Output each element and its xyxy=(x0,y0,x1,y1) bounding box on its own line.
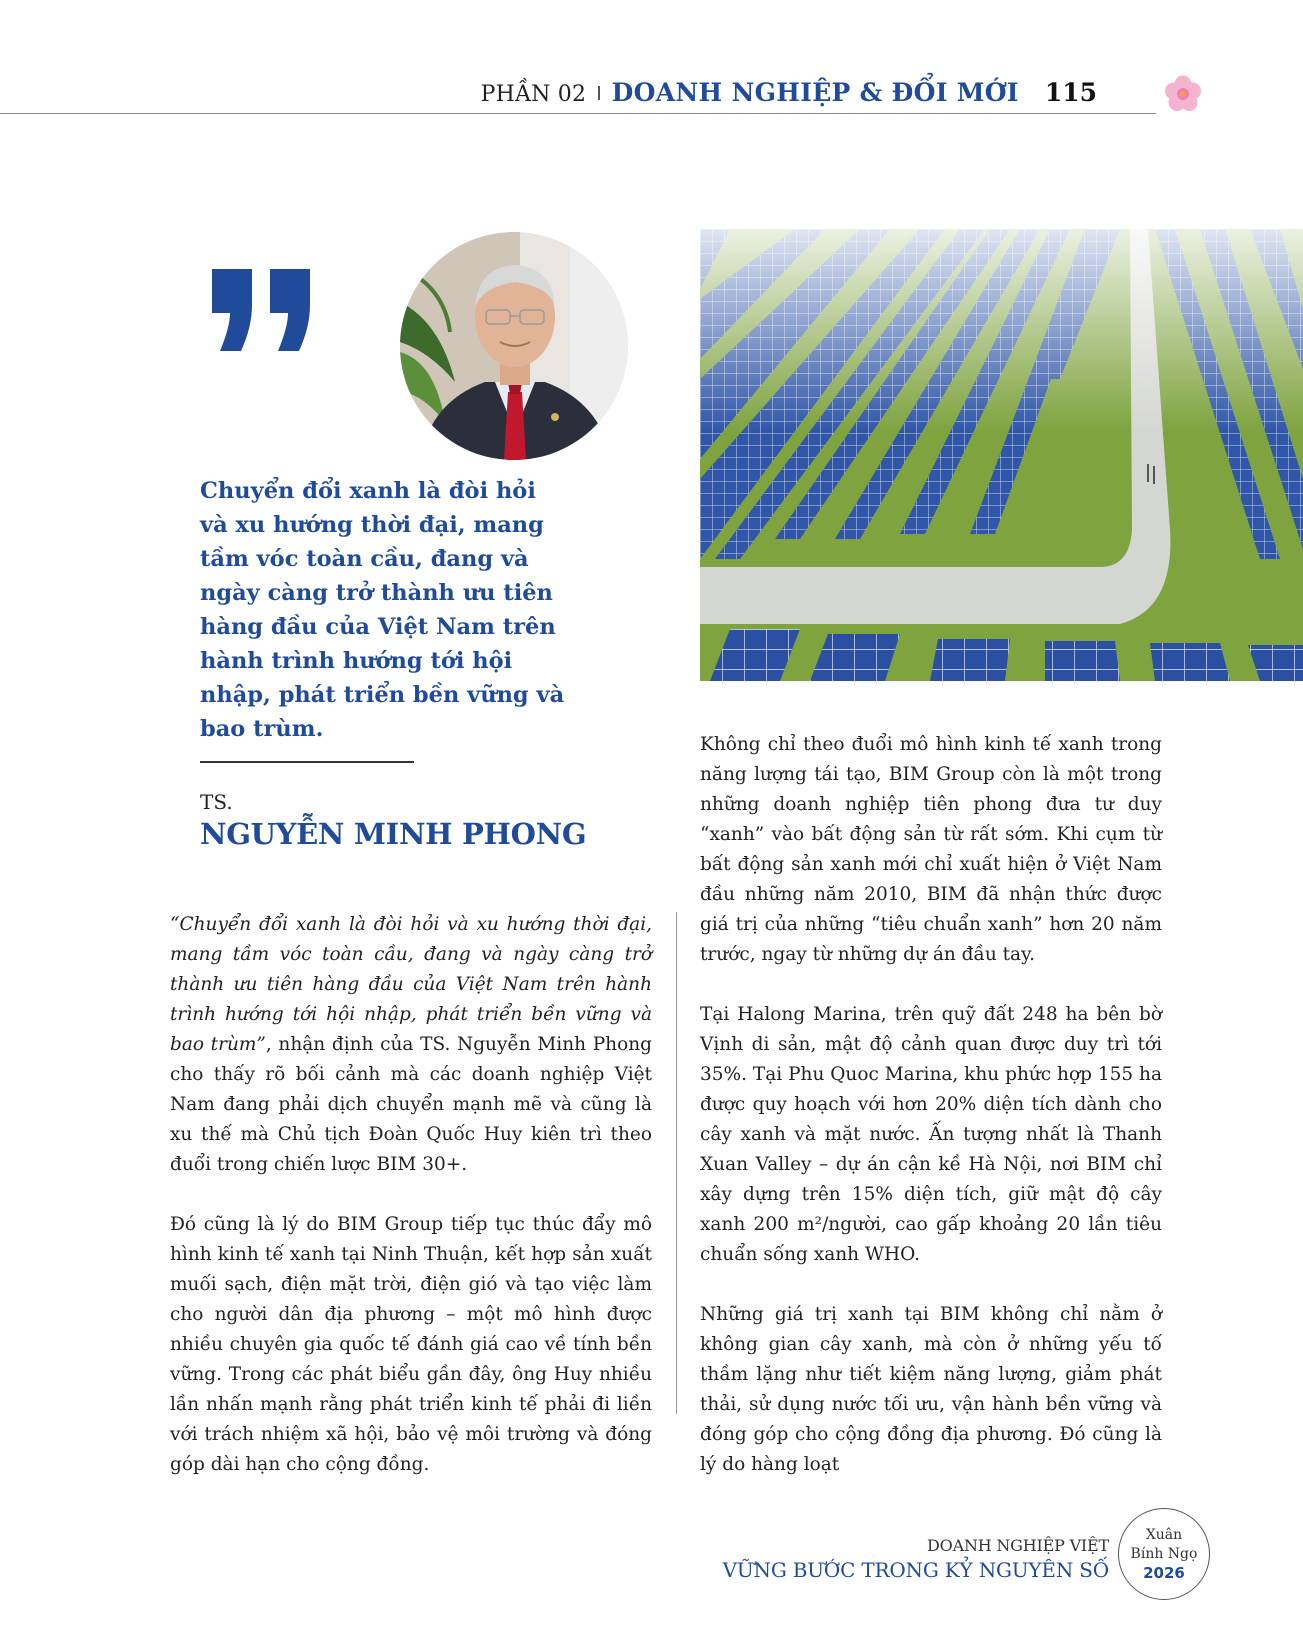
badge-season: Xuân xyxy=(1145,1526,1183,1543)
badge-lunar-year: Bính Ngọ xyxy=(1130,1545,1198,1562)
author-title: TS. xyxy=(200,790,233,814)
footer-publication: DOANH NGHIỆP VIỆT xyxy=(927,1536,1109,1555)
paragraph xyxy=(170,910,652,1180)
solar-farm-photo xyxy=(700,229,1303,681)
running-header xyxy=(481,78,1097,107)
section-label: PHẦN 02 xyxy=(480,82,587,107)
paragraph: Những giá trị xanh tại BIM không chỉ nằm ở không gian cây xanh, mà còn ở những yếu tố thầm lặng như tiết kiệm năng lượng, giảm phát thải, sử dụng nước tối ưu, vận hành bền vững và đóng góp cho cộng đồng địa phương. Đó cũng là lý do hàng loạt xyxy=(700,1304,1162,1475)
portrait-illustration xyxy=(400,232,628,460)
article-column-left xyxy=(170,910,652,1510)
paragraph-text: , nhận định của TS. Nguyễn Minh Phong cho thấy rõ bối cảnh mà các doanh nghiệp Việt Nam đang phải dịch chuyển mạnh mẽ và cũng là xu thế mà Chủ tịch Đoàn Quốc Huy kiên trì theo đuổi trong chiến lược BIM 30+. xyxy=(170,1034,652,1175)
cherry-blossom-icon xyxy=(1163,74,1203,114)
badge-year: 2026 xyxy=(1143,1563,1185,1582)
section-separator xyxy=(598,86,600,100)
pull-quote: Chuyển đổi xanh là đòi hỏi và xu hướng thời đại, mang tầm vóc toàn cầu, đang và ngày càng trở thành ưu tiên hàng đầu của Việt Nam trên hành trình hướng tới hội nhập, phát triển bền vững và bao trùm. xyxy=(200,478,565,742)
paragraph: Không chỉ theo đuổi mô hình kinh tế xanh trong năng lượng tái tạo, BIM Group còn là một trong những doanh nghiệp tiên phong đưa tư duy “xanh” vào bất động sản từ rất sớm. Khi cụm từ bất động sản xanh mới chỉ xuất hiện ở Việt Nam đầu những năm 2010, BIM đã nhận thức được giá trị của những “tiêu chuẩn xanh” hơn 20 năm trước, ngay từ những dự án đầu tay. xyxy=(700,734,1162,965)
column-divider xyxy=(676,912,677,1414)
solar-farm-illustration xyxy=(700,229,1303,681)
issue-badge xyxy=(1118,1508,1210,1600)
article-column-right xyxy=(700,730,1162,1510)
quotation-mark-icon xyxy=(208,265,318,355)
author-name: NGUYỄN MINH PHONG xyxy=(200,817,587,851)
header-rule xyxy=(0,113,1156,114)
quote-citation: “Chuyển đổi xanh là đòi hỏi và xu hướng thời đại, mang tầm vóc toàn cầu, đang và ngày càng trở thành ưu tiên hàng đầu của Việt Nam trên hành trình hướng tới hội nhập, phát triển bền vững và bao trùm” xyxy=(170,914,652,1055)
author-portrait xyxy=(400,232,628,460)
footer-tagline: VỮNG BƯỚC TRONG KỶ NGUYÊN SỐ xyxy=(722,1558,1109,1582)
paragraph: Tại Halong Marina, trên quỹ đất 248 ha bên bờ Vịnh di sản, mật độ cảnh quan được duy trì tới 35%. Tại Phu Quoc Marina, khu phức hợp 155 ha được quy hoạch với hơn 20% diện tích dành cho cây xanh và mặt nước. Ấn tượng nhất là Thanh Xuan Valley – dự án cận kề Hà Nội, nơi BIM chỉ xây dựng trên 15% diện tích, giữ mật độ cây xanh 200 m²/người, cao gấp khoảng 20 lần tiêu chuẩn sống xanh WHO. xyxy=(700,1004,1162,1265)
page-number: 115 xyxy=(1044,78,1097,107)
section-title: DOANH NGHIỆP & ĐỔI MỚI xyxy=(611,78,1019,107)
paragraph: Đó cũng là lý do BIM Group tiếp tục thúc đẩy mô hình kinh tế xanh tại Ninh Thuận, kết hợp sản xuất muối sạch, điện mặt trời, điện gió và tạo việc làm cho người dân địa phương – một mô hình được nhiều chuyên gia quốc tế đánh giá cao về tính bền vững. Trong các phát biểu gần đây, ông Huy nhiều lần nhấn mạnh rằng phát triển kinh tế phải đi liền với trách nhiệm xã hội, bảo vệ môi trường và đóng góp dài hạn cho cộng đồng. xyxy=(170,1214,652,1475)
author-divider xyxy=(200,761,414,763)
